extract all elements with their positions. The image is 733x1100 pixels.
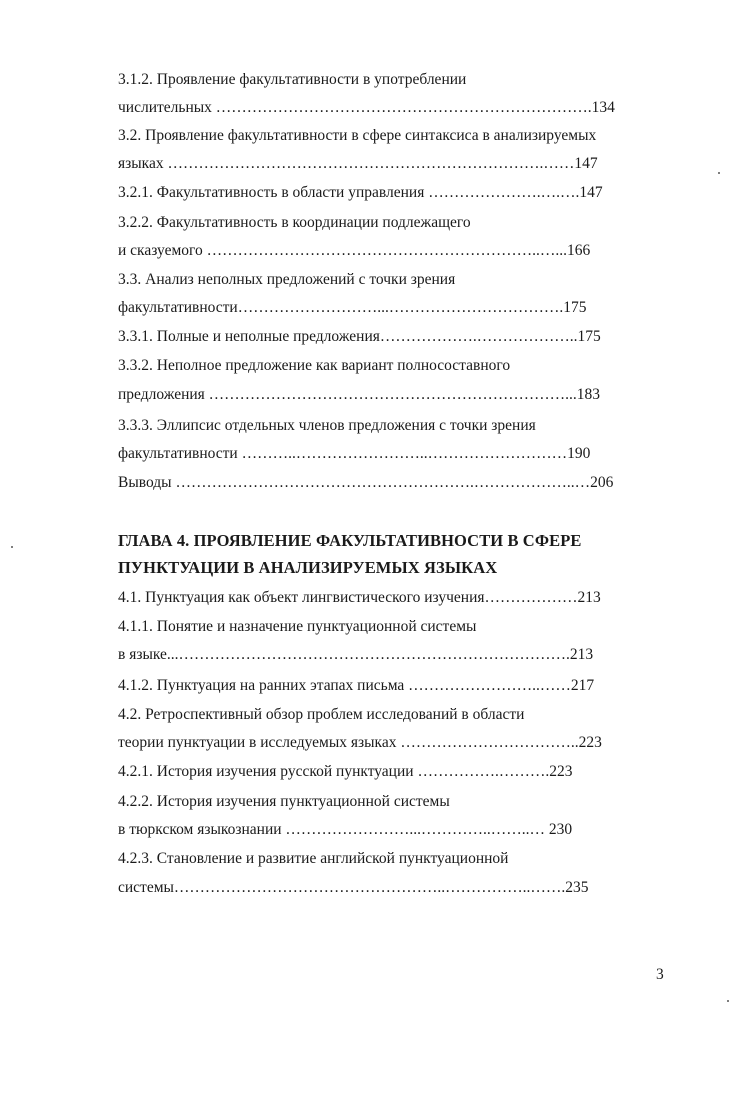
toc-entry-3-2-2-page: и сказуемого ………………………………………………………..…...166 bbox=[118, 242, 591, 259]
scan-speck bbox=[11, 546, 13, 548]
chapter-4-heading-line-2: ПУНКТУАЦИИ В АНАЛИЗИРУЕМЫХ ЯЗЫКАХ bbox=[118, 558, 498, 577]
toc-entry-3-2-2-title: 3.2.2. Факультативность в координации подлежащего bbox=[118, 214, 471, 231]
toc-entry-3-3-title: 3.3. Анализ неполных предложений с точки зрения bbox=[118, 271, 456, 288]
toc-entry-4-2-1: 4.2.1. История изучения русской пунктуации …………….……….223 bbox=[118, 763, 573, 780]
toc-entry-3-3-2-page: предложения ……………………………………………………………...183 bbox=[118, 386, 601, 403]
toc-entry-4-1-1-title: 4.1.1. Понятие и назначение пунктуационной системы bbox=[118, 618, 477, 635]
toc-entry-4-2-2-title: 4.2.2. История изучения пунктуационной системы bbox=[118, 793, 450, 810]
toc-entry-3-2-page: языках ……………………………………………………………….……147 bbox=[118, 155, 598, 172]
toc-entry-3-1-2-page: числительных ……………………………………………………………….134 bbox=[118, 99, 615, 116]
toc-entry-4-2-2-page: в тюркском языкознании ……………………...…………..……..… 230 bbox=[118, 821, 573, 838]
toc-entry-3-3-1: 3.3.1. Полные и неполные предложения……………….………………..175 bbox=[118, 328, 601, 345]
toc-entry-4-1-2: 4.1.2. Пунктуация на ранних этапах письма ……………………..……217 bbox=[118, 677, 595, 694]
toc-entry-3-2-1: 3.2.1. Факультативность в области управления ………………….….….147 bbox=[118, 184, 603, 201]
toc-entry-conclusions: Выводы ………………………………………………….………………..…206 bbox=[118, 474, 614, 491]
toc-entry-3-3-3-page: факультативности ………..……………………..………………………190 bbox=[118, 445, 591, 462]
toc-entry-4-1-1-page: в языке...………………………………………………………………….213 bbox=[118, 646, 594, 663]
toc-entry-4-2-title: 4.2. Ретроспективный обзор проблем исследований в области bbox=[118, 706, 525, 723]
toc-entry-3-2-title: 3.2. Проявление факультативности в сфере синтаксиса в анализируемых bbox=[118, 127, 597, 144]
page-number: 3 bbox=[656, 966, 664, 983]
scan-speck bbox=[718, 172, 720, 174]
toc-entry-3-3-2-title: 3.3.2. Неполное предложение как вариант полносоставного bbox=[118, 357, 511, 374]
toc-entry-3-3-3-title: 3.3.3. Эллипсис отдельных членов предложения с точки зрения bbox=[118, 417, 536, 434]
toc-entry-4-2-3-title: 4.2.3. Становление и развитие английской пунктуационной bbox=[118, 850, 509, 867]
toc-entry-3-1-2-title: 3.1.2. Проявление факультативности в употреблении bbox=[118, 71, 467, 88]
toc-entry-4-1: 4.1. Пунктуация как объект лингвистического изучения………………213 bbox=[118, 589, 601, 606]
toc-entry-4-2-3-page: системы……………………………………………..……………..…….235 bbox=[118, 879, 589, 896]
toc-entry-4-2-page: теории пунктуации в исследуемых языках ……………………………..223 bbox=[118, 734, 602, 751]
scan-speck bbox=[727, 1000, 729, 1002]
chapter-4-heading-line-1: ГЛАВА 4. ПРОЯВЛЕНИЕ ФАКУЛЬТАТИВНОСТИ В СФЕРЕ bbox=[118, 531, 582, 550]
toc-entry-3-3-page: факультативности………………………...…………………………….175 bbox=[118, 299, 587, 316]
